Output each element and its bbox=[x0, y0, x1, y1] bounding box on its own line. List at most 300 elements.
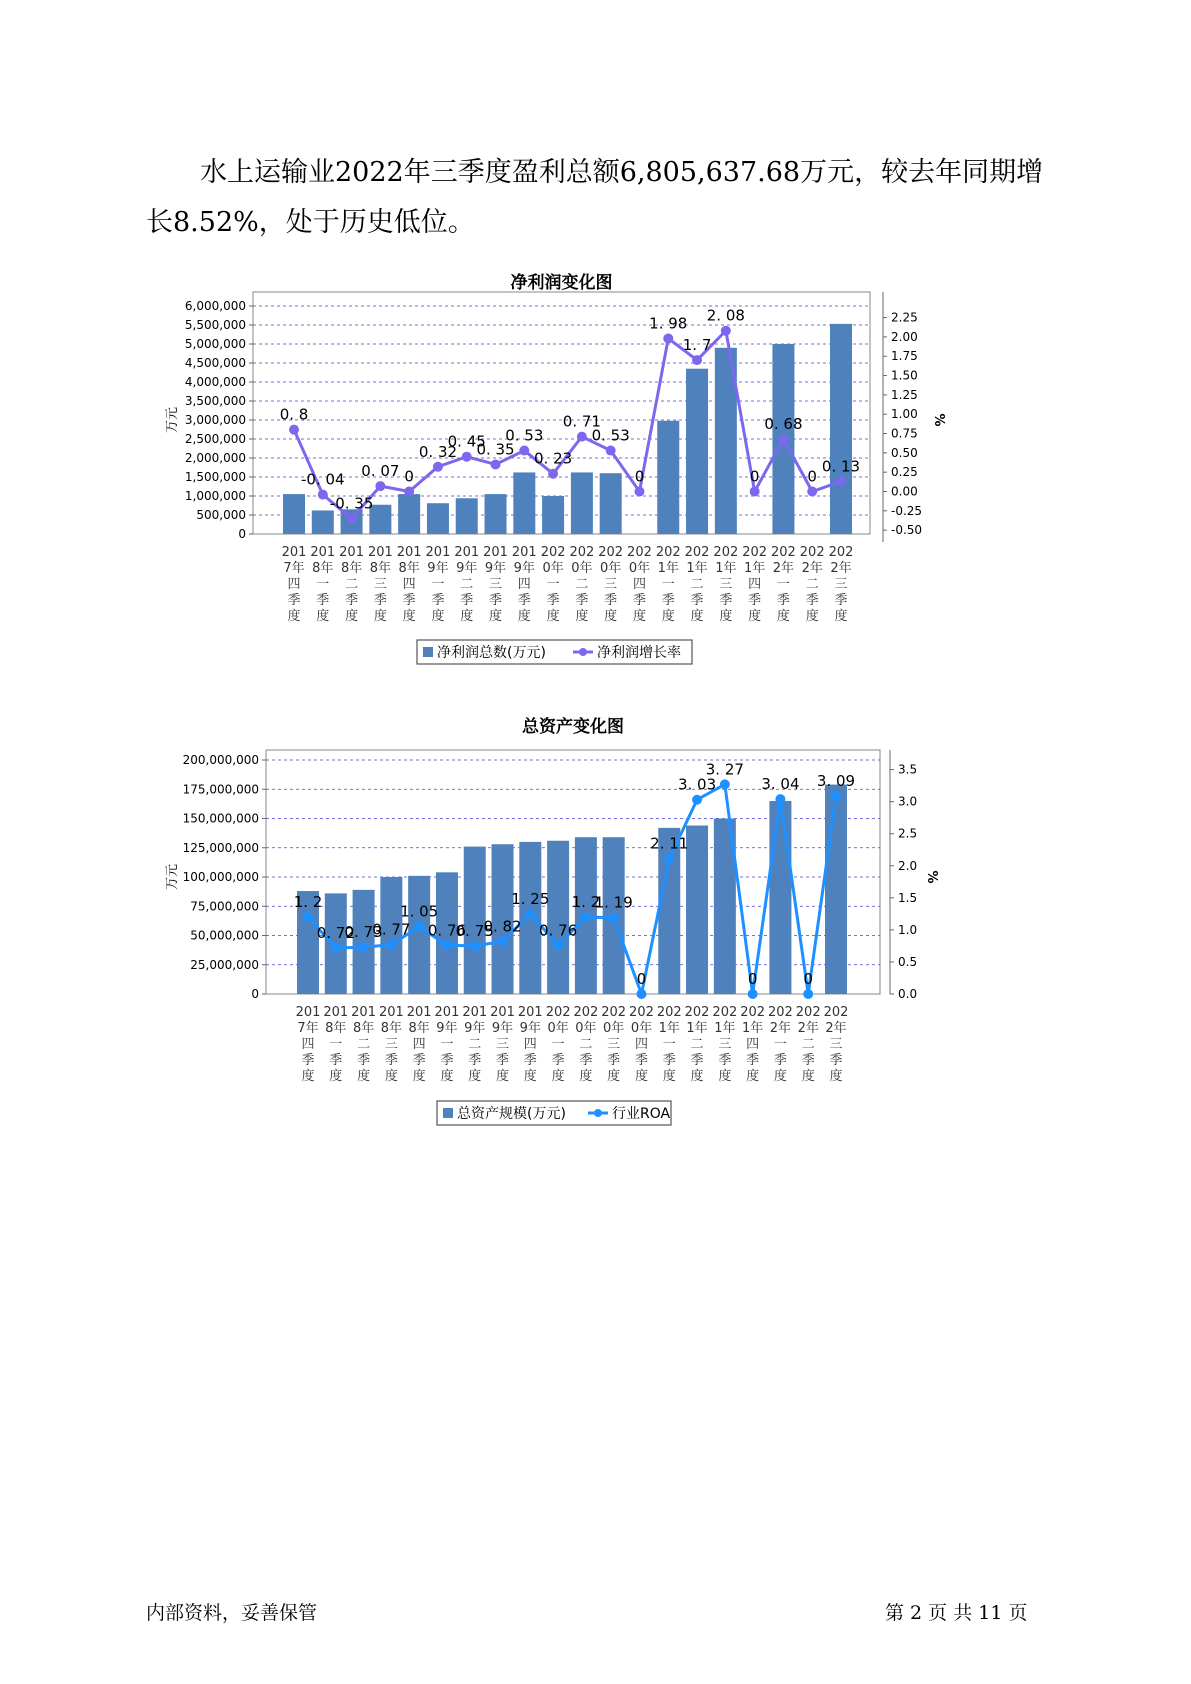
data-label: 2. 08 bbox=[706, 306, 745, 325]
data-label: 0. 72 bbox=[316, 923, 355, 942]
data-label: 0. 73 bbox=[344, 923, 383, 942]
x-tick-label: 季 bbox=[431, 593, 445, 608]
bar bbox=[686, 369, 708, 534]
bar bbox=[408, 876, 430, 994]
x-tick-label: 202 bbox=[569, 545, 595, 560]
x-tick-label: 8年 bbox=[352, 1021, 375, 1036]
x-tick-label: 201 bbox=[310, 545, 336, 560]
x-tick-label: 202 bbox=[823, 1005, 849, 1020]
x-tick-label: 二 bbox=[801, 1037, 815, 1052]
x-tick-label: 一 bbox=[329, 1037, 343, 1052]
data-label: 0 bbox=[634, 467, 645, 486]
x-tick-label: 0年 bbox=[575, 1021, 597, 1036]
x-tick-label: 201 bbox=[351, 1005, 376, 1020]
x-tick-label: 季 bbox=[402, 593, 416, 608]
x-tick-label: 度 bbox=[829, 1069, 843, 1084]
line-point bbox=[807, 486, 817, 496]
x-tick-label: 度 bbox=[746, 1069, 760, 1084]
data-label: 1. 2 bbox=[571, 893, 601, 912]
x-tick-label: 8年 bbox=[312, 561, 334, 576]
bar bbox=[353, 890, 375, 994]
x-tick-label: 0年 bbox=[542, 561, 564, 576]
y2-tick-label: 0.50 bbox=[891, 445, 918, 460]
y-tick-label: 50,000,000 bbox=[190, 928, 259, 943]
data-label: 0. 35 bbox=[476, 440, 515, 459]
y2-tick-label: 1.00 bbox=[891, 407, 918, 422]
x-tick-label: 一 bbox=[546, 577, 560, 592]
y-tick-label: 100,000,000 bbox=[182, 870, 259, 884]
data-label: 0. 77 bbox=[372, 920, 411, 939]
x-tick-label: 度 bbox=[579, 1069, 593, 1084]
y-tick-label: 1,000,000 bbox=[184, 489, 246, 503]
bar bbox=[464, 847, 486, 994]
x-tick-label: 度 bbox=[634, 1069, 648, 1084]
x-tick-label: 二 bbox=[690, 1037, 704, 1052]
x-tick-label: 8年 bbox=[408, 1021, 430, 1036]
x-tick-label: 二 bbox=[805, 577, 819, 592]
x-tick-label: 202 bbox=[573, 1005, 599, 1020]
x-tick-label: 三 bbox=[718, 1037, 732, 1052]
x-tick-label: 四 bbox=[287, 577, 301, 592]
line-point bbox=[548, 469, 558, 479]
x-tick-label: 三 bbox=[829, 1037, 843, 1052]
line-point bbox=[803, 989, 813, 999]
y2-tick-label: 0.00 bbox=[891, 484, 918, 499]
data-label: 0. 68 bbox=[764, 414, 803, 433]
line-point bbox=[836, 476, 846, 486]
x-tick-label: 度 bbox=[773, 1069, 787, 1084]
x-tick-label: 季 bbox=[345, 593, 359, 608]
x-tick-label: 四 bbox=[301, 1037, 315, 1052]
y-tick-label: 1,500,000 bbox=[184, 470, 246, 484]
x-tick-label: 9年 bbox=[436, 1021, 458, 1036]
x-tick-label: 度 bbox=[329, 1069, 343, 1084]
x-tick-label: 四 bbox=[746, 1037, 760, 1052]
y2-tick-label: 0.0 bbox=[898, 987, 918, 1001]
line-point bbox=[609, 913, 619, 923]
x-tick-label: 度 bbox=[662, 1069, 676, 1084]
x-tick-label: 202 bbox=[771, 545, 796, 560]
x-tick-label: 8年 bbox=[398, 561, 420, 576]
y2-tick-label: -0.25 bbox=[891, 503, 923, 518]
x-tick-label: 2年 bbox=[801, 561, 823, 576]
data-label: 1. 25 bbox=[511, 889, 550, 908]
x-tick-label: 一 bbox=[661, 577, 675, 592]
bar bbox=[312, 510, 334, 534]
y-tick-label: 2,000,000 bbox=[184, 451, 246, 465]
line-point bbox=[462, 452, 472, 462]
x-tick-label: 季 bbox=[523, 1053, 537, 1068]
line-point bbox=[359, 942, 369, 952]
x-tick-label: 四 bbox=[748, 577, 762, 592]
legend-line-label: 净利润增长率 bbox=[597, 645, 681, 661]
data-label: 1. 05 bbox=[400, 902, 439, 921]
x-tick-label: 季 bbox=[829, 1053, 843, 1068]
x-tick-label: 季 bbox=[440, 1053, 454, 1068]
y-tick-label: 175,000,000 bbox=[182, 782, 259, 797]
x-tick-label: 季 bbox=[690, 593, 704, 608]
x-tick-label: 201 bbox=[396, 545, 422, 560]
y2-tick-label: 3.5 bbox=[898, 762, 918, 777]
line-point bbox=[442, 940, 452, 950]
data-label: 0 bbox=[803, 970, 813, 988]
x-tick-label: 季 bbox=[373, 593, 387, 608]
data-label: 0. 45 bbox=[447, 432, 486, 451]
line-point bbox=[386, 940, 396, 950]
bar bbox=[657, 421, 679, 534]
x-tick-label: 一 bbox=[431, 577, 445, 592]
x-tick-label: 四 bbox=[412, 1037, 426, 1052]
data-label: 3. 03 bbox=[677, 775, 717, 794]
bar bbox=[513, 472, 535, 534]
x-tick-label: 二 bbox=[460, 577, 474, 592]
x-tick-label: 9年 bbox=[513, 561, 535, 576]
line-point bbox=[525, 909, 535, 919]
bar bbox=[830, 324, 852, 534]
y2-tick-label: 3.0 bbox=[898, 794, 918, 809]
x-tick-label: 季 bbox=[468, 1053, 482, 1068]
x-tick-label: 度 bbox=[776, 609, 790, 624]
y-tick-label: 0 bbox=[238, 527, 246, 541]
data-label: 0. 82 bbox=[483, 917, 522, 936]
x-tick-label: 202 bbox=[655, 545, 681, 560]
x-tick-label: 201 bbox=[323, 1005, 349, 1020]
line-point bbox=[606, 446, 616, 456]
y2-tick-label: 1.25 bbox=[891, 387, 918, 402]
bar bbox=[769, 801, 791, 994]
y2-axis-label: % bbox=[924, 870, 939, 884]
x-tick-label: 2年 bbox=[797, 1021, 819, 1036]
x-tick-label: 202 bbox=[768, 1005, 793, 1020]
line-point bbox=[303, 912, 313, 922]
x-tick-label: 季 bbox=[773, 1053, 787, 1068]
x-tick-label: 9年 bbox=[491, 1021, 514, 1036]
line-point bbox=[404, 486, 414, 496]
x-tick-label: 202 bbox=[684, 545, 710, 560]
x-tick-label: 2年 bbox=[769, 1021, 792, 1036]
x-tick-label: 201 bbox=[378, 1005, 404, 1020]
x-tick-label: 2年 bbox=[830, 561, 852, 576]
bar bbox=[398, 494, 420, 534]
x-tick-label: 8年 bbox=[380, 1021, 403, 1036]
x-tick-label: 季 bbox=[746, 1053, 760, 1068]
x-tick-label: 季 bbox=[776, 593, 790, 608]
x-tick-label: 季 bbox=[384, 1053, 398, 1068]
x-tick-label: 202 bbox=[627, 545, 652, 560]
x-tick-label: 1年 bbox=[714, 1021, 736, 1036]
x-tick-label: 0年 bbox=[603, 1021, 625, 1036]
page-number: 第 2 页 共 11 页 bbox=[885, 1602, 1028, 1624]
x-tick-label: 度 bbox=[287, 609, 301, 624]
line-point bbox=[498, 936, 508, 946]
x-tick-label: 四 bbox=[523, 1037, 537, 1052]
x-tick-label: 201 bbox=[483, 545, 508, 560]
x-tick-label: 二 bbox=[690, 577, 704, 592]
bar bbox=[686, 826, 708, 994]
line-point bbox=[581, 912, 591, 922]
y-tick-label: 500,000 bbox=[196, 508, 246, 522]
x-tick-label: 三 bbox=[719, 577, 733, 592]
x-tick-label: 202 bbox=[795, 1005, 821, 1020]
x-tick-label: 季 bbox=[517, 593, 531, 608]
x-tick-label: 季 bbox=[301, 1053, 315, 1068]
x-tick-label: 四 bbox=[402, 577, 416, 592]
y-tick-label: 125,000,000 bbox=[182, 840, 259, 855]
line-point bbox=[318, 490, 328, 500]
x-tick-label: 202 bbox=[545, 1005, 571, 1020]
y2-tick-label: 1.75 bbox=[891, 349, 918, 364]
line-point bbox=[577, 432, 587, 442]
net-profit-chart-svg bbox=[0, 262, 1191, 722]
x-tick-label: 202 bbox=[598, 545, 624, 560]
x-tick-label: 201 bbox=[454, 545, 480, 560]
confidential-note: 内部资料，妥善保管 bbox=[146, 1602, 318, 1624]
x-tick-label: 0年 bbox=[547, 1021, 569, 1036]
x-tick-label: 9年 bbox=[456, 561, 478, 576]
x-tick-label: 季 bbox=[834, 593, 848, 608]
data-label: 0. 23 bbox=[534, 449, 573, 468]
x-tick-label: 度 bbox=[632, 609, 646, 624]
x-tick-label: 季 bbox=[412, 1053, 426, 1068]
x-tick-label: 202 bbox=[799, 545, 825, 560]
x-tick-label: 度 bbox=[690, 1069, 704, 1084]
x-tick-label: 三 bbox=[604, 577, 618, 592]
x-tick-label: 度 bbox=[489, 609, 503, 624]
line-point bbox=[375, 481, 385, 491]
y-tick-label: 150,000,000 bbox=[182, 811, 259, 826]
line-point bbox=[778, 434, 788, 444]
bar bbox=[571, 472, 593, 534]
x-tick-label: 度 bbox=[690, 609, 704, 624]
net-profit-chart bbox=[0, 262, 1191, 722]
data-label: 0 bbox=[749, 467, 760, 486]
x-tick-label: 1年 bbox=[741, 1021, 764, 1036]
x-tick-label: 201 bbox=[406, 1005, 432, 1020]
x-tick-label: 季 bbox=[460, 593, 474, 608]
line-point bbox=[721, 326, 731, 336]
x-tick-label: 季 bbox=[357, 1053, 371, 1068]
x-tick-label: 度 bbox=[357, 1069, 371, 1084]
data-label: 0 bbox=[636, 970, 647, 988]
x-tick-label: 度 bbox=[661, 609, 675, 624]
x-tick-label: 度 bbox=[748, 609, 762, 624]
x-tick-label: 0年 bbox=[600, 561, 622, 576]
x-tick-label: 8年 bbox=[325, 1021, 347, 1036]
x-tick-label: 度 bbox=[551, 1069, 565, 1084]
x-tick-label: 一 bbox=[776, 577, 790, 592]
line-point bbox=[831, 791, 841, 801]
x-tick-label: 二 bbox=[579, 1037, 593, 1052]
x-tick-label: 度 bbox=[805, 609, 819, 624]
x-tick-label: 季 bbox=[748, 593, 762, 608]
x-tick-label: 201 bbox=[339, 545, 364, 560]
x-tick-label: 一 bbox=[440, 1037, 454, 1052]
x-tick-label: 度 bbox=[546, 609, 560, 624]
chart-title: 净利润变化图 bbox=[510, 273, 613, 293]
x-tick-label: 三 bbox=[489, 577, 503, 592]
data-label: 0 bbox=[747, 970, 758, 988]
line-point bbox=[470, 941, 480, 951]
line-point bbox=[692, 355, 702, 365]
y-tick-label: 6,000,000 bbox=[184, 299, 246, 313]
y-tick-label: 2,500,000 bbox=[184, 432, 246, 446]
bar bbox=[456, 498, 478, 534]
data-label: 0. 13 bbox=[821, 457, 861, 476]
x-tick-label: 9年 bbox=[427, 561, 449, 576]
x-tick-label: 度 bbox=[373, 609, 387, 624]
x-tick-label: 度 bbox=[440, 1069, 454, 1084]
y2-tick-label: 0.5 bbox=[898, 954, 918, 969]
x-tick-label: 度 bbox=[301, 1069, 315, 1084]
x-tick-label: 201 bbox=[517, 1005, 543, 1020]
x-tick-label: 度 bbox=[607, 1069, 621, 1084]
y-tick-label: 3,000,000 bbox=[184, 413, 246, 427]
y-tick-label: 4,500,000 bbox=[184, 356, 246, 370]
x-tick-label: 201 bbox=[367, 545, 393, 560]
x-tick-label: 季 bbox=[634, 1053, 648, 1068]
x-tick-label: 201 bbox=[425, 545, 451, 560]
line-point bbox=[750, 486, 760, 496]
x-tick-label: 三 bbox=[384, 1037, 398, 1052]
legend-line-marker bbox=[594, 1109, 602, 1117]
x-tick-label: 度 bbox=[402, 609, 416, 624]
data-label: -0. 35 bbox=[329, 494, 374, 513]
y-tick-label: 200,000,000 bbox=[182, 753, 259, 767]
x-tick-label: 度 bbox=[517, 609, 531, 624]
x-tick-label: 1年 bbox=[686, 1021, 708, 1036]
data-label: 0 bbox=[807, 467, 817, 486]
x-tick-label: 三 bbox=[607, 1037, 621, 1052]
x-tick-label: 9年 bbox=[519, 1021, 541, 1036]
x-tick-label: 季 bbox=[489, 593, 503, 608]
x-tick-label: 2年 bbox=[825, 1021, 847, 1036]
x-tick-label: 三 bbox=[373, 577, 387, 592]
x-tick-label: 季 bbox=[546, 593, 560, 608]
data-label: 0. 53 bbox=[591, 426, 630, 445]
x-tick-label: 1年 bbox=[657, 561, 679, 576]
legend-bar-swatch bbox=[423, 647, 433, 657]
bar bbox=[542, 496, 564, 534]
x-tick-label: 7年 bbox=[283, 561, 305, 576]
data-label: 0. 71 bbox=[562, 412, 601, 431]
x-tick-label: 度 bbox=[719, 609, 733, 624]
bar bbox=[658, 828, 680, 994]
x-tick-label: 季 bbox=[719, 593, 733, 608]
y2-tick-label: 1.50 bbox=[891, 368, 918, 383]
x-tick-label: 202 bbox=[684, 1005, 710, 1020]
bar bbox=[600, 473, 622, 534]
y-axis-label: 万元 bbox=[165, 406, 180, 434]
x-tick-label: 度 bbox=[718, 1069, 732, 1084]
line-point bbox=[664, 854, 674, 864]
x-tick-label: 2年 bbox=[772, 561, 795, 576]
x-tick-label: 季 bbox=[329, 1053, 343, 1068]
legend-bar-swatch bbox=[443, 1108, 453, 1118]
x-tick-label: 201 bbox=[434, 1005, 460, 1020]
x-tick-label: 三 bbox=[496, 1037, 510, 1052]
line-point bbox=[663, 333, 673, 343]
x-tick-label: 度 bbox=[345, 609, 359, 624]
x-tick-label: 度 bbox=[604, 609, 618, 624]
x-tick-label: 0年 bbox=[628, 561, 651, 576]
y2-tick-label: 0.25 bbox=[891, 465, 918, 480]
x-tick-label: 度 bbox=[575, 609, 589, 624]
total-assets-chart-svg bbox=[0, 717, 1191, 1230]
x-tick-label: 201 bbox=[490, 1005, 515, 1020]
x-tick-label: 度 bbox=[384, 1069, 398, 1084]
data-label: 3. 27 bbox=[705, 760, 744, 779]
x-tick-label: 202 bbox=[601, 1005, 627, 1020]
data-label: 1. 19 bbox=[594, 893, 633, 912]
x-tick-label: 季 bbox=[607, 1053, 621, 1068]
summary-paragraph bbox=[146, 148, 1046, 248]
line-point bbox=[775, 794, 785, 804]
x-tick-label: 季 bbox=[718, 1053, 732, 1068]
y2-tick-label: -0.50 bbox=[891, 523, 923, 538]
data-label: -0. 04 bbox=[300, 470, 345, 489]
line-point bbox=[634, 486, 644, 496]
y2-tick-label: 2.00 bbox=[891, 329, 918, 344]
y-tick-label: 25,000,000 bbox=[190, 957, 259, 972]
x-tick-label: 季 bbox=[604, 593, 618, 608]
x-tick-label: 二 bbox=[575, 577, 589, 592]
x-tick-label: 一 bbox=[773, 1037, 787, 1052]
x-tick-label: 202 bbox=[629, 1005, 654, 1020]
line-point bbox=[414, 922, 424, 932]
data-label: 1. 98 bbox=[649, 314, 688, 333]
line-point bbox=[347, 514, 357, 524]
x-tick-label: 季 bbox=[805, 593, 819, 608]
x-tick-label: 202 bbox=[742, 545, 768, 560]
data-label: 1. 7 bbox=[682, 336, 712, 355]
y2-tick-label: 2.25 bbox=[891, 310, 918, 325]
line-point bbox=[289, 425, 299, 435]
y-tick-label: 75,000,000 bbox=[190, 899, 259, 914]
y2-tick-label: 2.5 bbox=[898, 826, 918, 841]
x-tick-label: 度 bbox=[523, 1069, 537, 1084]
x-tick-label: 0年 bbox=[571, 561, 593, 576]
line-point bbox=[331, 943, 341, 953]
x-tick-label: 9年 bbox=[484, 561, 507, 576]
y-tick-label: 3,500,000 bbox=[184, 394, 246, 408]
summary-text: 水上运输业2022年三季度盈利总额6,805,637.68万元，较去年同期增长8.52%，处于历史低位。 bbox=[146, 157, 1044, 238]
x-tick-label: 201 bbox=[295, 1005, 321, 1020]
x-tick-label: 季 bbox=[632, 593, 646, 608]
x-tick-label: 度 bbox=[801, 1069, 815, 1084]
line-point bbox=[692, 795, 702, 805]
legend-line-marker bbox=[579, 648, 587, 656]
x-tick-label: 季 bbox=[662, 1053, 676, 1068]
y-axis-label: 万元 bbox=[165, 863, 180, 891]
data-label: 2. 11 bbox=[650, 834, 689, 853]
x-tick-label: 202 bbox=[828, 545, 854, 560]
data-label: 0. 76 bbox=[539, 921, 578, 940]
x-tick-label: 季 bbox=[316, 593, 330, 608]
data-label: 0. 8 bbox=[279, 405, 309, 424]
x-tick-label: 四 bbox=[634, 1037, 648, 1052]
y2-tick-label: 1.0 bbox=[898, 922, 918, 937]
line-point bbox=[519, 446, 529, 456]
data-label: 3. 09 bbox=[816, 771, 856, 790]
y-tick-label: 0 bbox=[251, 987, 259, 1001]
total-assets-chart bbox=[0, 717, 1191, 1230]
x-tick-label: 季 bbox=[579, 1053, 593, 1068]
y2-tick-label: 0.75 bbox=[891, 426, 918, 441]
x-tick-label: 1年 bbox=[658, 1021, 680, 1036]
x-tick-label: 度 bbox=[460, 609, 474, 624]
x-tick-label: 季 bbox=[496, 1053, 510, 1068]
x-tick-label: 0年 bbox=[630, 1021, 653, 1036]
